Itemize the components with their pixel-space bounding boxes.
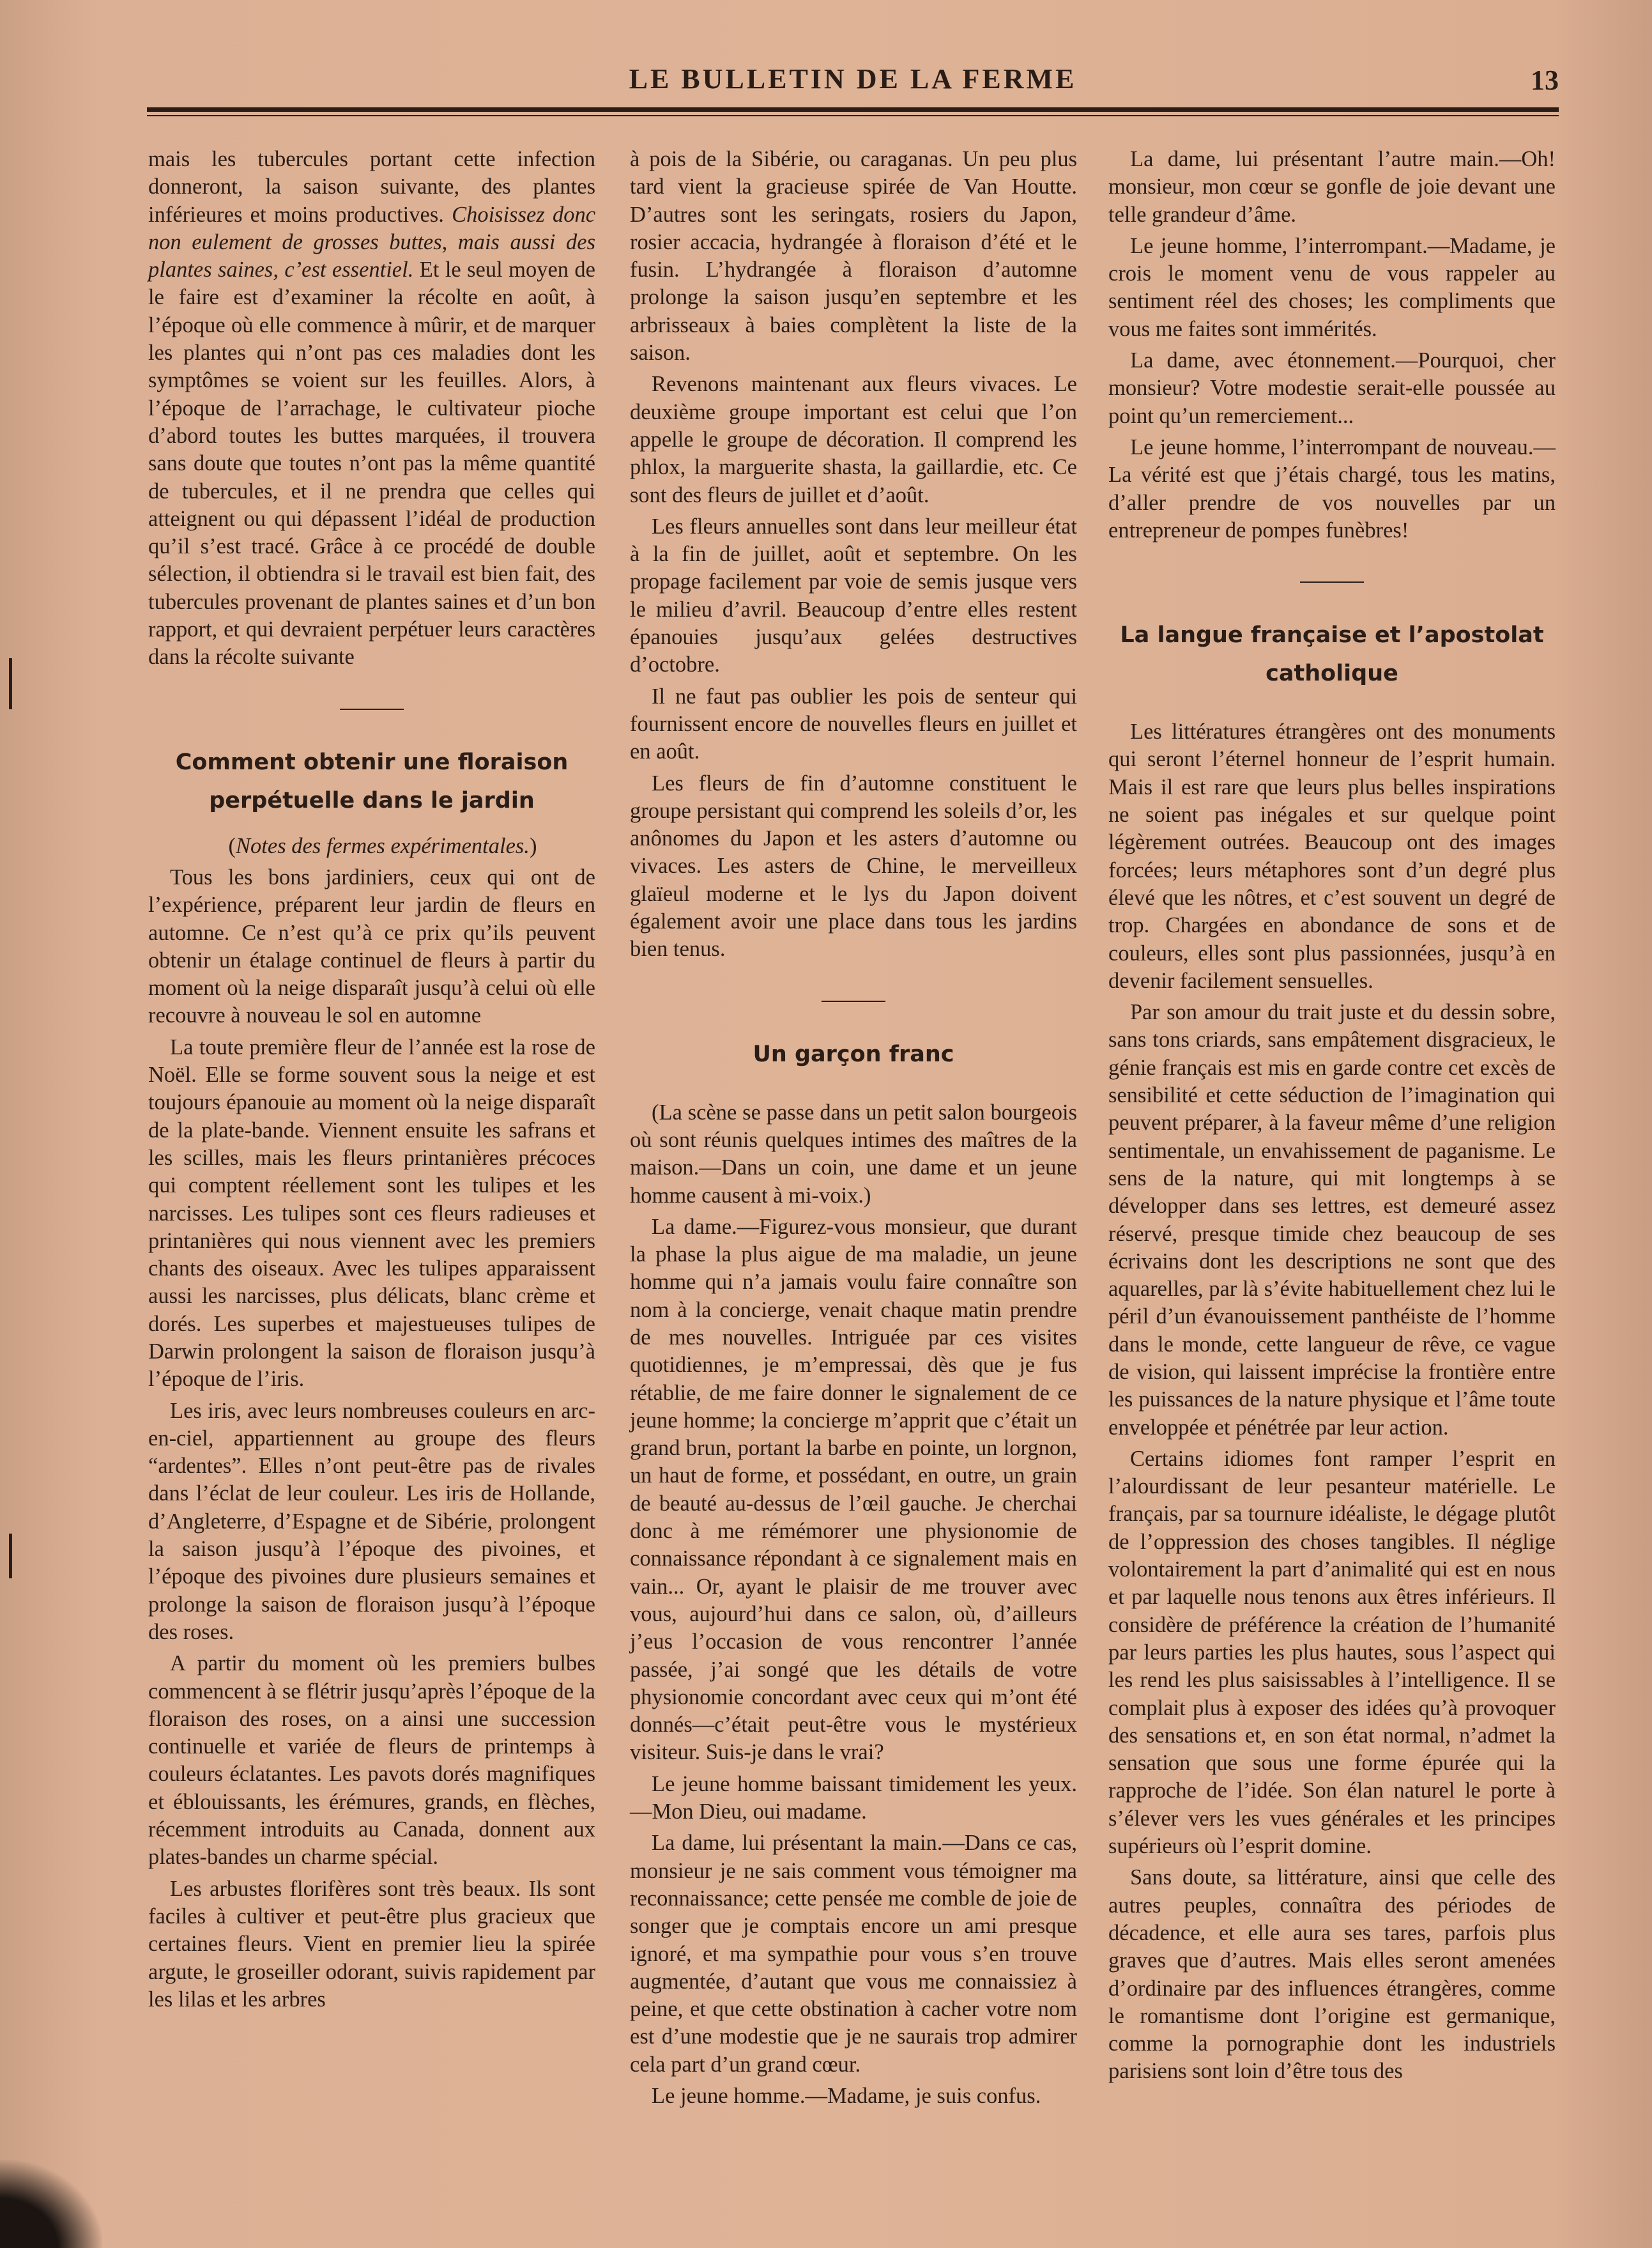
- header-rule-thick: [147, 107, 1559, 112]
- article-heading: La langue française et l’apostolat catholique: [1120, 622, 1544, 687]
- article-paragraph: Sans doute, sa littérature, ainsi que celle des autres peuples, connaîtra des périodes de décadence, et elle aura ses tares, parfois plus graves que d’autres. Mais elles seront amenées d’ordinaire par des influences étrangères, comme le romantisme dont l’origine est germanique, comme la pornographie dont les industriels parisiens sont loin d’être tous des: [1108, 1865, 1556, 2084]
- article-paragraph: La dame, lui présentant l’autre main.—Oh! monsieur, mon cœur se gonfle de joie devant une telle grandeur d’âme.: [1108, 147, 1556, 227]
- article-paragraph: Les arbustes florifères sont très beaux. Ils sont faciles à cultiver et peut-être plus gracieux que certaines fleurs. Vient en premier lieu la spirée argute, le groseiller odorant, suivis rapidement par les lilas et les arbres: [148, 1876, 595, 2012]
- article-paragraph: La dame, avec étonnement.—Pourquoi, cher monsieur? Votre modestie serait-elle poussée au point qu’un remerciement...: [1108, 348, 1556, 428]
- paragraph-text: mais les tubercules portant cette infection donneront, la saison suivante, des plantes inférieures et moins productives.: [148, 147, 595, 227]
- page-header: [147, 58, 1559, 121]
- article-paragraph: Les iris, avec leurs nombreuses couleurs en arc-en-ciel, appartiennent au groupe des fleurs “ardentes”. Elles n’ont peut-être pas de rivales dans l’éclat de leur couleur. Les iris de Hollande, d’Angleterre, d’Espagne et de Sibérie, prolongent la saison jusqu’à l’époque des pivoines, et l’époque des pivoines dure plusieurs semaines et prolonge la saison de floraison jusqu’à l’époque des roses.: [148, 1398, 595, 1644]
- article-paragraph: La dame.—Figurez-vous monsieur, que durant la phase la plus aigue de ma maladie, un jeune homme qui n’a jamais voulu faire connaître son nom à la concierge, venait chaque matin prendre de mes nouvelles. Intriguée par ces visites quotidiennes, je m’empressai, dès que je fus rétablie, de me faire donner le signalement de ce jeune homme; la concierge m’apprit que c’était un grand brun, portant la barbe en pointe, un lorgnon, un haut de forme, et possédant, en outre, un grain de beauté au-dessus de l’œil gauche. Je cherchai donc à me rémémorer une physionomie de connaissance répondant à ce signalement mais en vain... Or, ayant le plaisir de me trouver avec vous, aujourd’hui dans ce salon, où, d’ailleurs j’eus l’occasion de vous rencontrer l’année passée, j’ai songé que les détails de votre physionomie concordant avec ceux qui m’ont été donnés—c’était peut-être vous le mystérieux visiteur. Suis-je dans le vrai?: [630, 1214, 1077, 1765]
- section-separator: [1300, 581, 1364, 583]
- column-3: [1108, 146, 1556, 2086]
- article-paragraph: Certains idiomes font ramper l’esprit en l’alourdissant de leur pesanteur matérielle. Le français, par sa tournure idéaliste, le dégage plutôt de l’oppression des choses tangibles. Il néglige volontairement la part d’animalité qui est en nous et par laquelle nous tenons aux êtres inférieurs. Il considère de préférence la création de l’humanité par leurs parties les plus hautes, sous l’aspect qui les rend les plus saisissables à l’intelligence. Il se complait plus à exposer des idées qu’à provoquer des sensations et, en son état normal, n’admet la sensation que sous une forme épurée qui la rapproche de l’idée. Son élan naturel le porte à s’élever vers les vues générales et les principes supérieurs où l’esprit domine.: [1108, 1446, 1556, 1859]
- corner-stain: [0, 2160, 102, 2248]
- article-source-note: (Notes des fermes expérimentales.): [228, 833, 537, 858]
- article-paragraph: [148, 146, 595, 672]
- emphasis-text: Choisissez donc non eulement de grosses buttes, mais aussi des plantes saines, c’est essentiel.: [148, 202, 596, 282]
- article-paragraph: Le jeune homme baissant timidement les yeux.—Mon Dieu, oui madame.: [630, 1771, 1077, 1824]
- column-2: [630, 146, 1077, 2110]
- article-paragraph: Les fleurs de fin d’automne constituent le groupe persistant qui comprend les soleils d’or, les anônomes du Japon et les asters d’automne ou vivaces. Les asters de Chine, le merveilleux glaïeul moderne et le lys du Japon doivent également avoir une place dans tous les jardins bien tenus.: [630, 771, 1077, 962]
- article-paragraph: Le jeune homme.—Madame, je suis confus.: [652, 2084, 1041, 2108]
- source-note-text: Notes des fermes expérimentales.: [236, 833, 530, 858]
- article-paragraph: Par son amour du trait juste et du dessin sobre, sans tons criards, sans empâtement disgracieux, le génie français est mis en garde contre cet excès de sensibilité et cette séduction de l’imagination qui peuvent préparer, à la faveur même d’une religion sentimentale, un envahissement de paganisme. Le sens de la nature, qui mit longtemps à se développer dans ses lettres, est demeuré assez réservé, presque timide chez beaucoup de ses écrivains dont les descriptions ne sont que des aquarelles, par là s’évite habituellement chez lui le péril d’un évanouissement panthéiste de l’homme dans le monde, cette langueur de rêve, ce vague de vision, qui laissent imprécise la frontière entre les puissances de la nature physique et l’âme toute enveloppée et pénétrée par leur action.: [1108, 1000, 1556, 1440]
- header-rule-thin: [147, 115, 1559, 116]
- binding-mark: [9, 658, 12, 709]
- article-heading: Un garçon franc: [753, 1041, 954, 1067]
- publication-title: LE BULLETIN DE LA FERME: [629, 63, 1077, 95]
- article-paragraph: Les littératures étrangères ont des monuments qui seront l’éternel honneur de l’esprit humain. Mais il est rare que leurs plus belles inspirations ne soient pas inégales et sur quelque point légèrement outrées. Beaucoup ont des images forcées; leurs métaphores sont d’un degré plus élevé que les nôtres, et c’est souvent un degré de trop. Chargées en abondance de sons et de couleurs, elles sont plus passionnées, jusqu’à en devenir facilement sensuelles.: [1108, 720, 1556, 993]
- column-1: [148, 146, 595, 2013]
- article-paragraph: Tous les bons jardiniers, ceux qui ont de l’expérience, préparent leur jardin de fleurs en automne. Ce n’est qu’à ce prix qu’ils peuvent obtenir un étalage continuel de fleurs à partir du moment où la neige disparaît jusqu’à celui où elle recouvre à nouveau le sol en automne: [148, 865, 595, 1028]
- article-paragraph: A partir du moment où les premiers bulbes commencent à se flétrir jusqu’après l’époque de la floraison des roses, on a ainsi une succession continuelle et variée de fleurs de printemps à couleurs éclatantes. Les pavots dorés magnifiques et éblouissants, les érémures, grands, en flèches, récemment introduits au Canada, donnent aux plates-bandes un charme spécial.: [148, 1651, 595, 1870]
- article-paragraph: Le jeune homme, l’interrompant.—Madame, je crois le moment venu de vous rappeler au sentiment réel des choses; les compliments que vous me faites sont immérités.: [1108, 233, 1556, 341]
- section-separator: [340, 709, 404, 710]
- article-paragraph: Le jeune homme, l’interrompant de nouveau.—La vérité est que j’étais chargé, tous les matins, d’aller prendre de vos nouvelles par un entrepreneur de pompes funèbres!: [1108, 435, 1556, 543]
- article-paragraph: Revenons maintenant aux fleurs vivaces. Le deuxième groupe important est celui que l’on appelle le groupe de décoration. Il comprend les phlox, la marguerite shasta, la gaillardie, etc. Ce sont des fleurs de juillet et d’août.: [630, 372, 1077, 507]
- article-paragraph: (La scène se passe dans un petit salon bourgeois où sont réunis quelques intimes des maîtres de la maison.—Dans un coin, une dame et un jeune homme causent à mi-voix.): [630, 1100, 1077, 1208]
- article-paragraph: Les fleurs annuelles sont dans leur meilleur état à la fin de juillet, août et septembre. On les propage facilement par voie de semis jusque vers le milieu d’avril. Beaucoup d’entre elles restent épanouies jusqu’aux gelées destructives d’octobre.: [630, 514, 1077, 677]
- page-number: 13: [1531, 65, 1559, 96]
- article-paragraph: Il ne faut pas oublier les pois de senteur qui fournissent encore de nouvelles fleurs en juillet et en août.: [630, 684, 1077, 764]
- paragraph-text: Et le seul moyen de le faire est d’examiner la récolte en août, à l’époque où elle commence à mûrir, et de marquer les plantes qui n’ont pas ces maladies dont les symptômes se voient sur les feuilles. Alors, à l’époque de l’arrachage, le cultivateur pioche d’abord toutes les buttes marquées, il trouvera sans doute que toutes n’ont pas la même quantité de tubercules, et il ne prendra que celles qui atteignent ou qui dépassent l’idéal de production qu’il s’est tracé. Grâce à ce procédé de double sélection, il obtiendra si le travail est bien fait, des tubercules provenant de plantes saines et d’un bon rapport, et qui devraient perpétuer leurs caractères dans la récolte suivante: [148, 258, 595, 670]
- article-paragraph: à pois de la Sibérie, ou caraganas. Un peu plus tard vient la gracieuse spirée de Van Houtte. D’autres sont les seringats, rosiers du Japon, rosier accacia, hydrangée à floraison d’été et le fusin. L’hydrangée à floraison d’automne prolonge la saison jusqu’en septembre et les arbrisseaux à baies complètent la liste de la saison.: [630, 147, 1077, 366]
- binding-mark: [9, 1534, 12, 1578]
- article-heading: Comment obtenir une floraison perpétuelle dans le jardin: [175, 749, 569, 813]
- article-paragraph: La dame, lui présentant la main.—Dans ce cas, monsieur je ne sais comment vous témoigner ma reconnaissance; cette pensée me comble de joie de songer que je comptais encore un ami presque ignoré, et ma sympathie pour vous s’en trouve augmentée, d’autant que vous me connaissiez à peine, et que cette obstination à cacher votre nom est d’une modestie que je ne saurais trop admirer cela part d’un grand cœur.: [630, 1831, 1077, 2077]
- section-separator: [822, 1001, 885, 1002]
- article-paragraph: La toute première fleur de l’année est la rose de Noël. Elle se forme souvent sous la neige et est toujours épanouie au moment où la neige disparaît de la plate-bande. Viennent ensuite les safrans et les scilles, mais les fleurs printanières précoces qui comptent réellement sont les tulipes et les narcisses. Les tulipes sont ces fleurs radieuses et printanières qui nous viennent avec les premiers chants des oiseaux. Avec les tulipes apparaissent aussi les narcisses, plus délicats, blanc crème et dorés. Les superbes et majestueuses tulipes de Darwin prolongent la saison de floraison jusqu’à l’époque de l’iris.: [148, 1035, 595, 1392]
